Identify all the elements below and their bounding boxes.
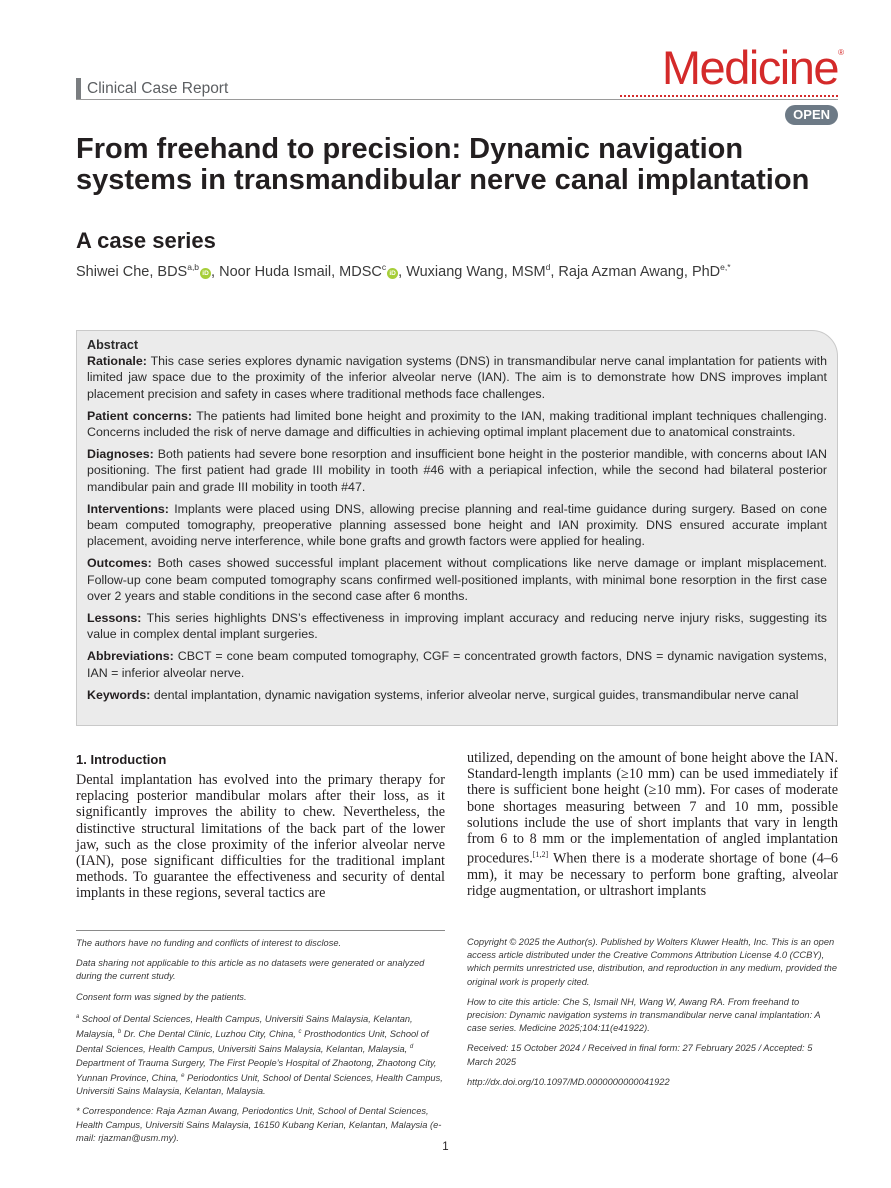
open-access-badge: OPEN bbox=[785, 105, 838, 125]
doi-link[interactable]: http://dx.doi.org/10.1097/MD.0000000000041922 bbox=[467, 1076, 670, 1087]
journal-name: Medicine bbox=[661, 41, 838, 94]
registered-mark: ® bbox=[838, 48, 844, 57]
abstract-section-label: Rationale: bbox=[87, 354, 147, 369]
abstract-section bbox=[87, 446, 827, 495]
author-name: Shiwei Che, BDS bbox=[76, 263, 188, 280]
abstract-box bbox=[76, 330, 838, 726]
body-paragraph-continued bbox=[467, 750, 838, 900]
abstract-section-label: Keywords: bbox=[87, 687, 151, 702]
affiliations bbox=[76, 1011, 445, 1099]
body-paragraph: Dental implantation has evolved into the primary therapy for replacing posterior mandibular molars after their loss, as it significantly improves the ability to chew. Nevertheless, the distinctive structural limitations of the back part of the lower jaw, such as the close proximity of the inferior alveolar nerve (IAN), pose significant difficulties for the traditional implant methods. To guarantee the effectiveness and security of dental implants in these regions, several tactics are bbox=[76, 772, 445, 902]
correspondence: * Correspondence: Raja Azman Awang, Periodontics Unit, School of Dental Sciences, Health Campus, Universiti Sains Malaysia, 16150 Kubang Kerian, Kelantan, Malaysia (e-mail: rjazman@usm.my). bbox=[76, 1106, 442, 1143]
affiliation-text: Prosthodontics Unit, School of Dental Sciences, Health Campus, Universiti Sains Malaysia, Kelantan, Malaysia, bbox=[76, 1029, 429, 1055]
abstract-section-label: Interventions: bbox=[87, 501, 169, 516]
author-affiliation-marker: d bbox=[545, 262, 551, 272]
abstract-section bbox=[87, 408, 827, 440]
author-name: Raja Azman Awang, PhD bbox=[558, 263, 721, 280]
author-list bbox=[76, 262, 846, 280]
author-name: Wuxiang Wang, MSM bbox=[406, 263, 546, 280]
footnotes-left bbox=[76, 930, 445, 1152]
logo-dotted-rule bbox=[620, 95, 838, 97]
abstract-section-label: Lessons: bbox=[87, 611, 142, 626]
abstract-section-text: Implants were placed using DNS, allowing precise planning and real-time guidance during surgery. Based on cone beam computed tomography, preoperative planning assessed bone height and IAN proximity. DNS ensured accurate implant placement, avoiding nerve interference, while bone grafts and growth factors were applied for healing. bbox=[87, 501, 827, 549]
section-label: Clinical Case Report bbox=[76, 78, 228, 99]
affiliation-marker: b bbox=[117, 1029, 122, 1036]
orcid-icon[interactable]: iD bbox=[387, 268, 398, 279]
data-sharing-statement: Data sharing not applicable to this article as no datasets were generated or analyzed during the current study. bbox=[76, 958, 425, 982]
abstract-section bbox=[87, 501, 827, 550]
article-title: From freehand to precision: Dynamic navigation systems in transmandibular nerve canal implantation bbox=[76, 133, 810, 196]
abstract-heading: Abstract bbox=[87, 338, 139, 352]
affiliation-marker: d bbox=[409, 1044, 414, 1051]
abstract-section-label: Patient concerns: bbox=[87, 408, 192, 423]
author-affiliation-marker: c bbox=[381, 262, 387, 272]
abstract-section-label: Diagnoses: bbox=[87, 447, 154, 462]
abstract-section-text: CBCT = cone beam computed tomography, CGF = concentrated growth factors, DNS = dynamic navigation systems, IAN = inferior alveolar nerve. bbox=[87, 649, 827, 680]
section-heading-introduction: 1. Introduction bbox=[76, 752, 167, 767]
page-number: 1 bbox=[442, 1141, 449, 1153]
affiliation-marker: c bbox=[298, 1029, 302, 1036]
author-name: Noor Huda Ismail, MDSC bbox=[219, 263, 382, 280]
abstract-section-text: This series highlights DNS’s effectiveness in improving implant accuracy and reducing nerve injury risks, suggesting its value in complex dental implant surgeries. bbox=[87, 611, 828, 642]
funding-statement: The authors have no funding and conflicts of interest to disclose. bbox=[76, 938, 342, 948]
affiliation-text: School of Dental Sciences, Health Campus, Universiti Sains Malaysia, Kelantan, Malaysia, bbox=[76, 1013, 413, 1040]
abstract-section bbox=[87, 687, 827, 703]
abstract-section-text: Both patients had severe bone resorption and insufficient bone height in the posterior mandible, with concerns about IAN positioning. The first patient had grade III mobility in tooth #46 with a periapical infection, while the second had bilateral posterior mandibular pain and grade III mobility in tooth #47. bbox=[87, 447, 827, 494]
abstract-section-text: dental implantation, dynamic navigation systems, inferior alveolar nerve, surgical guides, transmandibular nerve canal bbox=[153, 687, 799, 702]
article-subtitle: A case series bbox=[76, 228, 216, 253]
citation-info: How to cite this article: Che S, Ismail NH, Wang W, Awang RA. From freehand to precision: Dynamic navigation systems in transmandibular nerve canal implantation: A case series. Medicine 2025;104:11(e41922). bbox=[467, 996, 821, 1034]
author-affiliation-marker: a,b bbox=[187, 262, 200, 272]
body-text-segment: When there is a moderate shortage of bone (4–6 mm), it may be necessary to perform bone grafting, alveolar ridge augmentation, or ultrashort implants bbox=[467, 850, 838, 900]
citation-reference[interactable]: [1,2] bbox=[532, 850, 549, 860]
author-separator: , bbox=[550, 263, 559, 280]
orcid-icon[interactable]: iD bbox=[200, 268, 211, 279]
abstract-section-text: Both cases showed successful implant placement without complications like nerve damage or implant misplacement. Follow-up cone beam computed tomography scans confirmed well-positioned implants, with minimal bone resorption in the first case over 2 years and stable conditions in the second case after 6 months. bbox=[87, 556, 827, 603]
affiliation-text: Dr. Che Dental Clinic, Luzhou City, China, bbox=[121, 1029, 299, 1040]
abstract-section-label: Abbreviations: bbox=[87, 649, 174, 664]
body-text-segment: utilized, depending on the amount of bone height above the IAN. Standard-length implants (≥10 mm) can be used immediately if there is sufficient bone height (≥10 mm). For cases of moderate bone shortages measuring between 7 and 10 mm, possible solutions include the use of short implants that vary in length from 6 to 8 mm or the implementation of angled implantation procedures. bbox=[467, 750, 838, 867]
body-column-left bbox=[76, 752, 445, 902]
author-separator: , bbox=[398, 263, 407, 280]
copyright-notice: Copyright © 2025 the Author(s). Published by Wolters Kluwer Health, Inc. This is an open access article distributed under the Creative Commons Attribution License 4.0 (CCBY), which permits unrestricted use, distribution, and reproduction in any medium, provided the original work is properly cited. bbox=[467, 937, 838, 987]
journal-logo bbox=[618, 41, 844, 128]
body-column-right bbox=[467, 750, 838, 900]
author-affiliation-marker: e,* bbox=[720, 262, 731, 272]
abstract-section bbox=[87, 555, 827, 604]
consent-statement: Consent form was signed by the patients. bbox=[76, 991, 247, 1002]
affiliation-text: Department of Trauma Surgery, The First People’s Hospital of Zhaotong, Zhaotong City, Yunnan Province, China, bbox=[76, 1057, 437, 1083]
author-separator: , bbox=[211, 263, 220, 280]
affiliation-marker: a bbox=[76, 1013, 80, 1020]
abstract-section-text: This case series explores dynamic navigation systems (DNS) in transmandibular nerve canal implantation for patients with limited jaw space due to the proximity of the inferior alveolar nerve (IAN). The aim is to demonstrate how DNS improves implant placement precision and safety in cases where traditional methods face challenges. bbox=[87, 354, 827, 401]
article-dates: Received: 15 October 2024 / Received in final form: 27 February 2025 / Accepted: 5 March 2025 bbox=[467, 1043, 813, 1067]
abstract-section-text: The patients had limited bone height and proximity to the IAN, making traditional implant techniques challenging. Concerns included the risk of nerve damage and difficulties in achieving optimal implant placement due to anatomical constraints. bbox=[87, 408, 828, 440]
abstract-section bbox=[87, 353, 827, 402]
affiliation-text: Periodontics Unit, School of Dental Sciences, Health Campus, Universiti Sains Malaysia, Kelantan, Malaysia. bbox=[76, 1073, 443, 1097]
abstract-section bbox=[87, 610, 827, 642]
abstract-section bbox=[87, 648, 827, 680]
affiliation-marker: e bbox=[181, 1072, 185, 1079]
abstract-section-label: Outcomes: bbox=[87, 556, 152, 571]
footnotes-right bbox=[467, 936, 838, 1096]
